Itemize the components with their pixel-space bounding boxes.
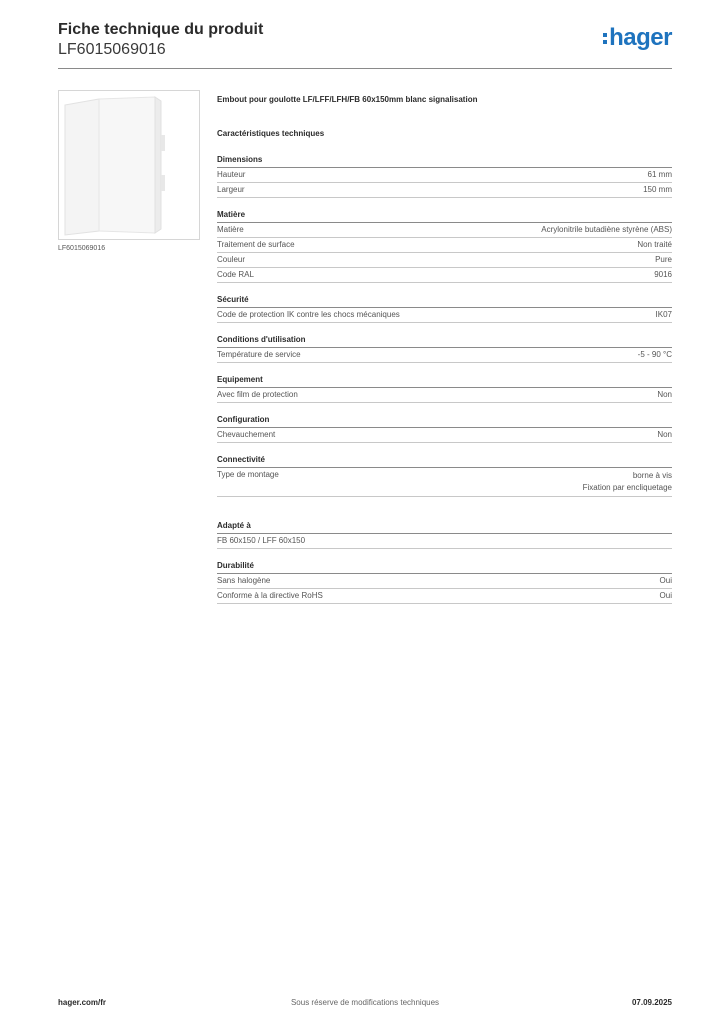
spec-value: Acrylonitrile butadiène styrène (ABS): [541, 225, 672, 234]
spec-row: [217, 428, 672, 443]
spec-label: Avec film de protection: [217, 390, 298, 399]
spec-row: [217, 589, 672, 604]
spec-label: Code RAL: [217, 270, 254, 279]
spec-label: Conforme à la directive RoHS: [217, 591, 323, 600]
section-adapte: [217, 521, 672, 549]
spec-value: [583, 470, 672, 494]
spec-row: [217, 574, 672, 589]
page-header: [58, 20, 672, 68]
section-title: Matière: [217, 210, 672, 223]
spec-value: Non: [657, 390, 672, 399]
section-equipement: [217, 375, 672, 403]
spec-row: [217, 183, 672, 198]
section-title: Dimensions: [217, 155, 672, 168]
section-title: Configuration: [217, 415, 672, 428]
section-title: Connectivité: [217, 455, 672, 468]
spec-value-line: Fixation par encliquetage: [582, 483, 672, 492]
logo-text: hager: [609, 24, 672, 51]
section-connectivite: [217, 455, 672, 497]
header-divider: [58, 68, 672, 69]
product-reference: LF6015069016: [58, 41, 166, 58]
spec-label: Code de protection IK contre les chocs mécaniques: [217, 310, 400, 319]
document-title: Fiche technique du produit: [58, 21, 264, 38]
spec-row: [217, 348, 672, 363]
spec-row: [217, 388, 672, 403]
spec-row: [217, 268, 672, 283]
spec-value: Non: [657, 430, 672, 439]
website-link[interactable]: hager.com/fr: [58, 998, 107, 1007]
spec-value: Oui: [659, 576, 672, 585]
section-durabilite: [217, 561, 672, 604]
section-dimensions: [217, 155, 672, 198]
spec-value: Non traité: [637, 240, 672, 249]
section-configuration: [217, 415, 672, 443]
spec-label: Couleur: [217, 255, 246, 264]
spec-value: -5 - 90 °C: [637, 350, 672, 359]
image-caption: LF6015069016: [58, 245, 106, 252]
footer-disclaimer: Sous réserve de modifications techniques: [290, 998, 440, 1007]
product-content: [217, 95, 672, 604]
technical-characteristics-heading: Caractéristiques techniques: [217, 129, 325, 138]
spec-value: IK07: [655, 310, 672, 319]
spec-row: [217, 253, 672, 268]
section-title: Sécurité: [217, 295, 672, 308]
logo-mark-icon: [603, 33, 607, 44]
footer-date: 07.09.2025: [631, 998, 672, 1007]
spec-value: 9016: [654, 270, 672, 279]
spec-row: [217, 223, 672, 238]
section-title: Adapté à: [217, 521, 672, 534]
spec-row: [217, 534, 672, 549]
spec-row: [217, 308, 672, 323]
spec-label: Chevauchement: [217, 430, 276, 439]
spec-row: [217, 238, 672, 253]
spec-value: Oui: [659, 591, 672, 600]
section-securite: [217, 295, 672, 323]
spec-value-line: borne à vis: [632, 471, 672, 480]
spec-value: 61 mm: [647, 170, 672, 179]
section-title: Equipement: [217, 375, 672, 388]
section-matiere: [217, 210, 672, 283]
spec-label: FB 60x150 / LFF 60x150: [217, 536, 306, 545]
section-title: Conditions d'utilisation: [217, 335, 672, 348]
product-end-cap-icon: [59, 91, 199, 239]
spec-label: Type de montage: [217, 470, 279, 479]
product-image: [58, 90, 200, 240]
section-title: Durabilité: [217, 561, 672, 574]
section-conditions: [217, 335, 672, 363]
spec-label: Sans halogène: [217, 576, 271, 585]
spec-row: [217, 168, 672, 183]
spec-row: [217, 468, 672, 497]
spec-value: 150 mm: [643, 185, 672, 194]
hager-logo: [603, 26, 672, 50]
spec-label: Largeur: [217, 185, 245, 194]
spec-label: Matière: [217, 225, 244, 234]
spec-label: Traitement de surface: [217, 240, 295, 249]
spec-label: Hauteur: [217, 170, 246, 179]
spec-label: Température de service: [217, 350, 301, 359]
product-description: Embout pour goulotte LF/LFF/LFH/FB 60x150mm blanc signalisation: [217, 95, 478, 104]
spec-value: Pure: [655, 255, 672, 264]
